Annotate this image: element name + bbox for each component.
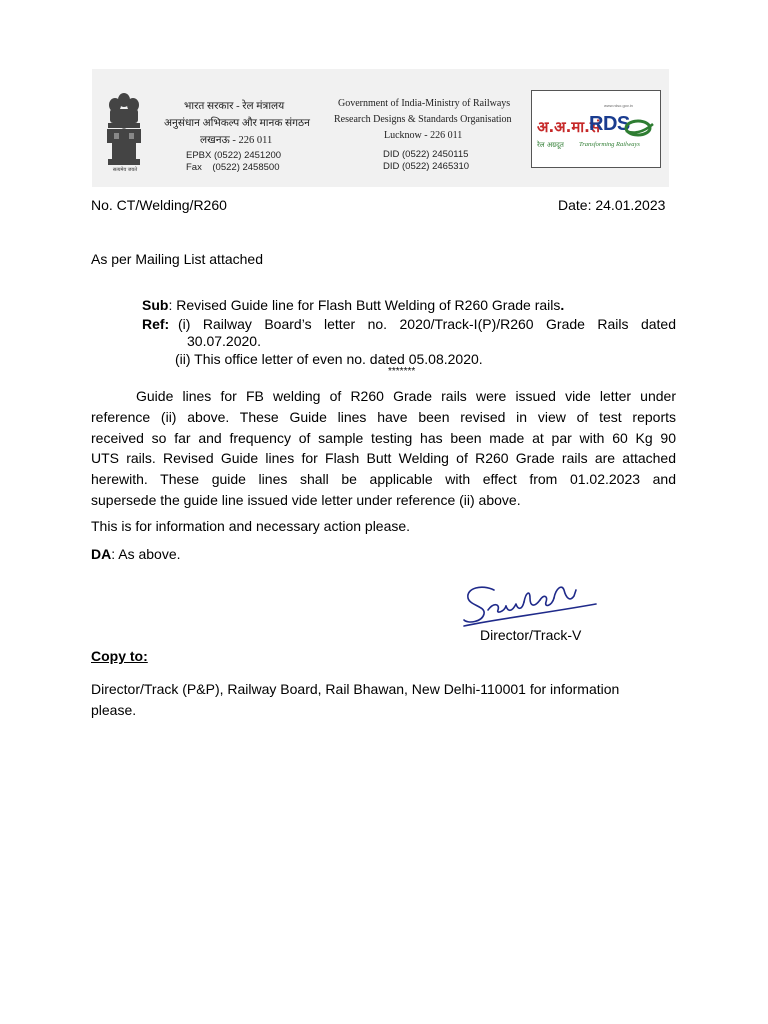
subject-text: : Revised Guide line for Flash Butt Welding of R260 Grade rails	[168, 297, 561, 313]
info-line: This is for information and necessary action please.	[91, 518, 411, 534]
subject-line	[142, 297, 564, 314]
letterhead-english-line-1: Government of India-Ministry of Railways	[338, 98, 511, 109]
body-line-5: herewith. These guide lines shall be applicable with effect from 01.02.2023 and	[91, 471, 676, 488]
letter-date: Date: 24.01.2023	[558, 197, 666, 213]
logo-swoosh-icon	[624, 118, 654, 138]
reference-label: Ref:	[142, 316, 170, 332]
letterhead-english-line-2: Research Designs & Standards Organisation	[334, 114, 512, 125]
letterhead-did-2: DID (0522) 2465310	[383, 161, 470, 172]
letterhead-hindi-line-2: अनुसंधान अभिकल्प और मानक संगठन	[164, 118, 310, 129]
state-emblem-icon	[104, 91, 144, 173]
copy-to-line-2: please.	[91, 702, 137, 718]
da-text: : As above.	[111, 546, 181, 562]
body-line-4: UTS rails. Revised Guide lines for Flash Butt Welding of R260 Grade rails are attached	[91, 450, 676, 467]
logo-url: www.rdso.gov.in	[604, 103, 633, 108]
letterhead-hindi-line-3: लखनऊ - 226 011	[200, 135, 273, 146]
emblem-motto: सत्यमेव जयते	[112, 167, 138, 173]
body-line-3: received so far and frequency of sample testing has been made at par with 60 Kg 90	[91, 429, 676, 446]
da-label: DA	[91, 546, 112, 562]
reference-i-line-2: 30.07.2020.	[187, 333, 261, 349]
letterhead-epbx: EPBX (0522) 2451200	[186, 150, 282, 161]
subject-end: .	[560, 297, 565, 313]
body-line-6: supersede the guide line issued vide letter under reference (ii) above.	[91, 491, 521, 508]
logo-tagline-hindi: रेल अग्रदूत	[537, 141, 564, 149]
letter-number: No. CT/Welding/R260	[91, 197, 227, 213]
body-paragraph	[91, 386, 676, 511]
reference-i-line-1: (i) Railway Board’s letter no. 2020/Track-I(P)/R260 Grade Rails dated	[178, 316, 676, 332]
copy-to-line-1: Director/Track (P&P), Railway Board, Rail Bhawan, New Delhi-110001 for information	[91, 681, 620, 697]
letterhead-english-line-3: Lucknow - 226 011	[384, 130, 463, 141]
logo-tagline-english: Transforming Railways	[579, 141, 640, 148]
letterhead-hindi-line-1: भारत सरकार - रेल मंत्रालय	[184, 101, 285, 112]
subject-label: Sub	[142, 297, 169, 313]
letterhead	[92, 69, 669, 187]
logo-brand-text: RDS	[589, 113, 630, 135]
da-line	[91, 546, 181, 563]
letterhead-did-1: DID (0522) 2450115	[383, 149, 469, 160]
separator: *******	[388, 366, 416, 377]
letterhead-fax: Fax (0522) 2458500	[186, 162, 280, 173]
signatory-title: Director/Track-V	[480, 627, 582, 643]
rdso-logo	[531, 90, 661, 168]
body-line-1: Guide lines for FB welding of R260 Grade rails were issued vide letter under	[136, 388, 676, 404]
body-line-2: reference (ii) above. These Guide lines have been revised in view of test reports	[91, 408, 676, 425]
reference-ii: (ii) This office letter of even no. dated 05.08.2020.	[175, 351, 483, 367]
handwritten-signature	[460, 580, 600, 632]
copy-to-label: Copy to:	[91, 648, 148, 664]
addressee: As per Mailing List attached	[91, 251, 263, 267]
logo-hindi-text: अ.अ.मा.सं	[537, 118, 601, 136]
